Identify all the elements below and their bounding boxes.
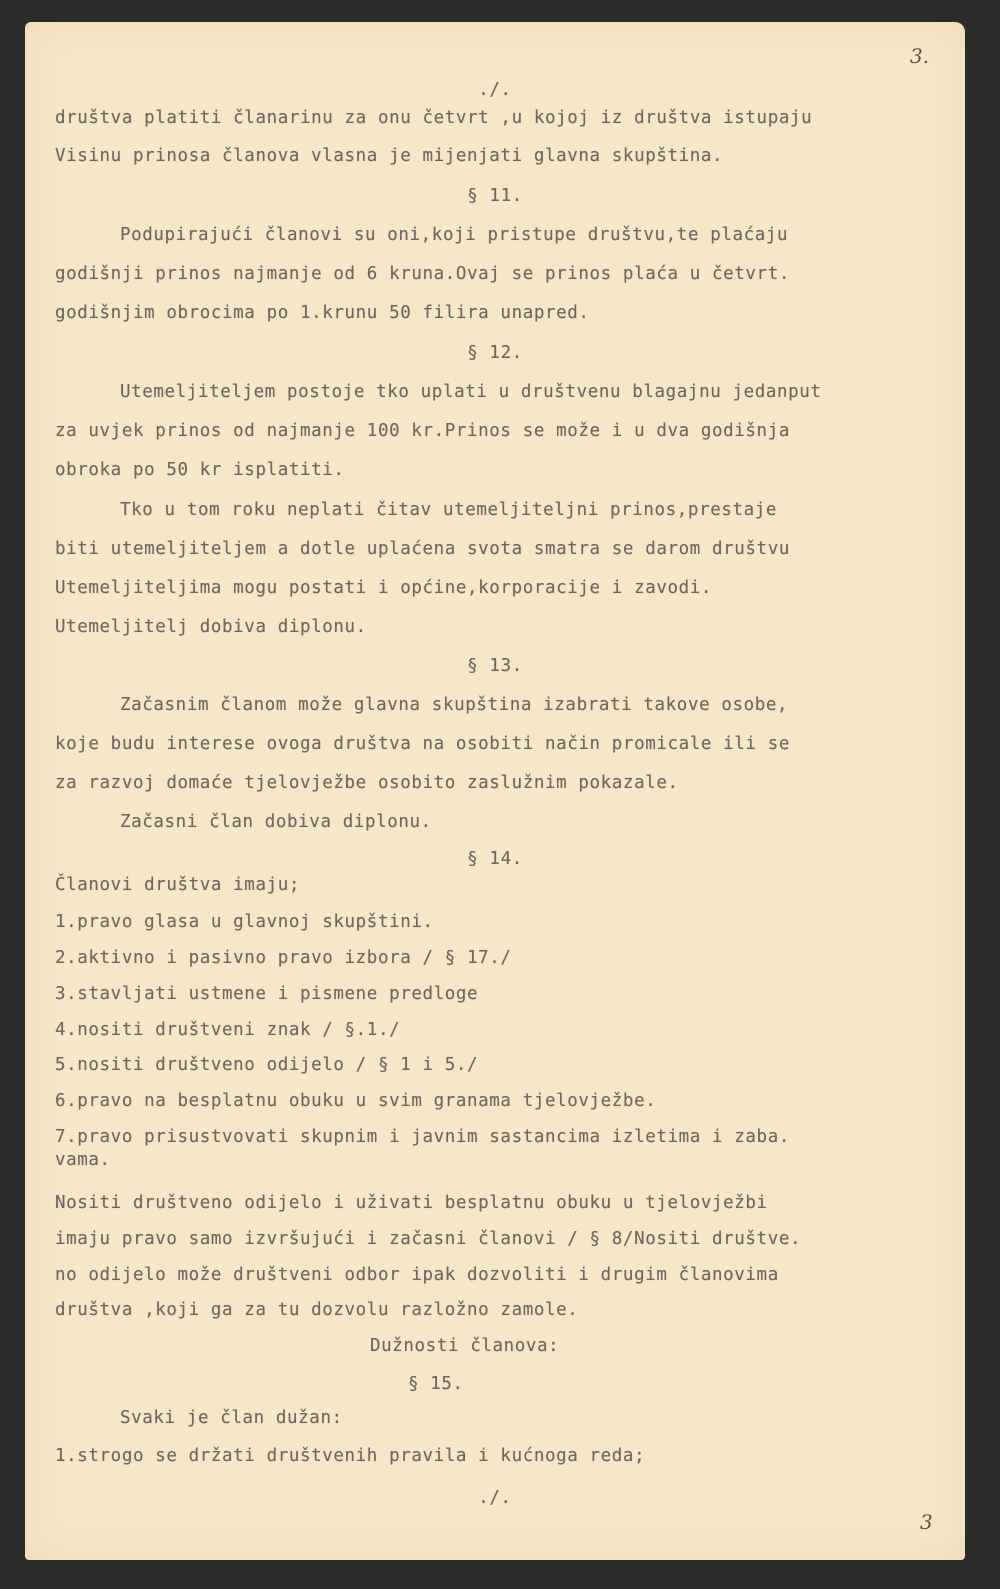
text-line: 5.nositi društveno odijelo / § 1 i 5./ (55, 1055, 479, 1075)
text-line: 1.pravo glasa u glavnoj skupštini. (55, 912, 434, 932)
text-line: imaju pravo samo izvršujući i začasni članovi / § 8/Nositi društve. (55, 1229, 802, 1249)
text-line: Tko u tom roku neplati čitav utemeljiteljni prinos,prestaje (120, 500, 778, 520)
text-line: Visinu prinosa članova vlasna je mijenjati glavna skupština. (55, 146, 724, 166)
section-heading: § 13. (467, 656, 523, 676)
text-line: godišnjim obrocima po 1.krunu 50 filira unapred. (55, 303, 590, 323)
text-line: Utemeljitelj dobiva diplonu. (55, 617, 367, 637)
subheading: Dužnosti članova: (370, 1336, 560, 1356)
text-line: za uvjek prinos od najmanje 100 kr.Prinos se može i u dva godišnja (55, 421, 790, 441)
text-line: no odijelo može društveni odbor ipak dozvoliti i drugim članovima (55, 1265, 779, 1285)
text-line: 2.aktivno i pasivno pravo izbora / § 17./ (55, 948, 512, 968)
text-line: biti utemeljiteljem a dotle uplaćena svota smatra se darom društvu (55, 539, 790, 559)
text-line: 4.nositi društveni znak / §.1./ (55, 1020, 401, 1040)
text-line: obroka po 50 kr isplatiti. (55, 460, 345, 480)
text-line: za razvoj domaće tjelovježbe osobito zaslužnim pokazale. (55, 773, 679, 793)
text-line: 3.stavljati ustmene i pismene predloge (55, 984, 479, 1004)
text-line: Članovi društva imaju; (55, 875, 300, 895)
page-continuation-marker-top: ./. (478, 80, 512, 100)
text-line: društva platiti članarinu za onu četvrt ,u kojoj iz društva istupaju (55, 108, 813, 128)
section-heading: § 12. (467, 343, 523, 363)
handwritten-page-number-top: 3. (910, 44, 930, 68)
text-line: Utemeljiteljem postoje tko uplati u društvenu blagajnu jedanput (120, 382, 822, 402)
text-line: 6.pravo na besplatnu obuku u svim granama tjelovježbe. (55, 1091, 657, 1111)
text-line: Svaki je član dužan: (120, 1408, 343, 1428)
text-line: Začasni član dobiva diplonu. (120, 812, 432, 832)
text-line: godišnji prinos najmanje od 6 kruna.Ovaj se prinos plaća u četvrt. (55, 264, 790, 284)
text-line: Začasnim članom može glavna skupština izabrati takove osobe, (120, 695, 789, 715)
page-continuation-marker-bottom: ./. (478, 1488, 512, 1508)
document-page (25, 22, 965, 1560)
text-line: koje budu interese ovoga društva na osobiti način promicale ili se (55, 734, 790, 754)
section-heading: § 11. (467, 186, 523, 206)
text-line: Utemeljiteljima mogu postati i općine,korporacije i zavodi. (55, 578, 713, 598)
section-heading: § 15. (408, 1374, 464, 1394)
text-line: 7.pravo prisustvovati skupnim i javnim sastancima izletima i zaba. (55, 1127, 790, 1147)
text-line: društva ,koji ga za tu dozvolu razložno zamole. (55, 1300, 579, 1320)
section-heading: § 14. (467, 849, 523, 869)
text-line: Podupirajući članovi su oni,koji pristupe društvu,te plaćaju (120, 225, 789, 245)
text-line: 1.strogo se držati društvenih pravila i kućnoga reda; (55, 1446, 646, 1466)
text-line: vama. (55, 1150, 111, 1170)
text-line: Nositi društveno odijelo i uživati besplatnu obuku u tjelovježbi (55, 1193, 768, 1213)
handwritten-page-number-bottom: 3 (920, 1510, 933, 1534)
